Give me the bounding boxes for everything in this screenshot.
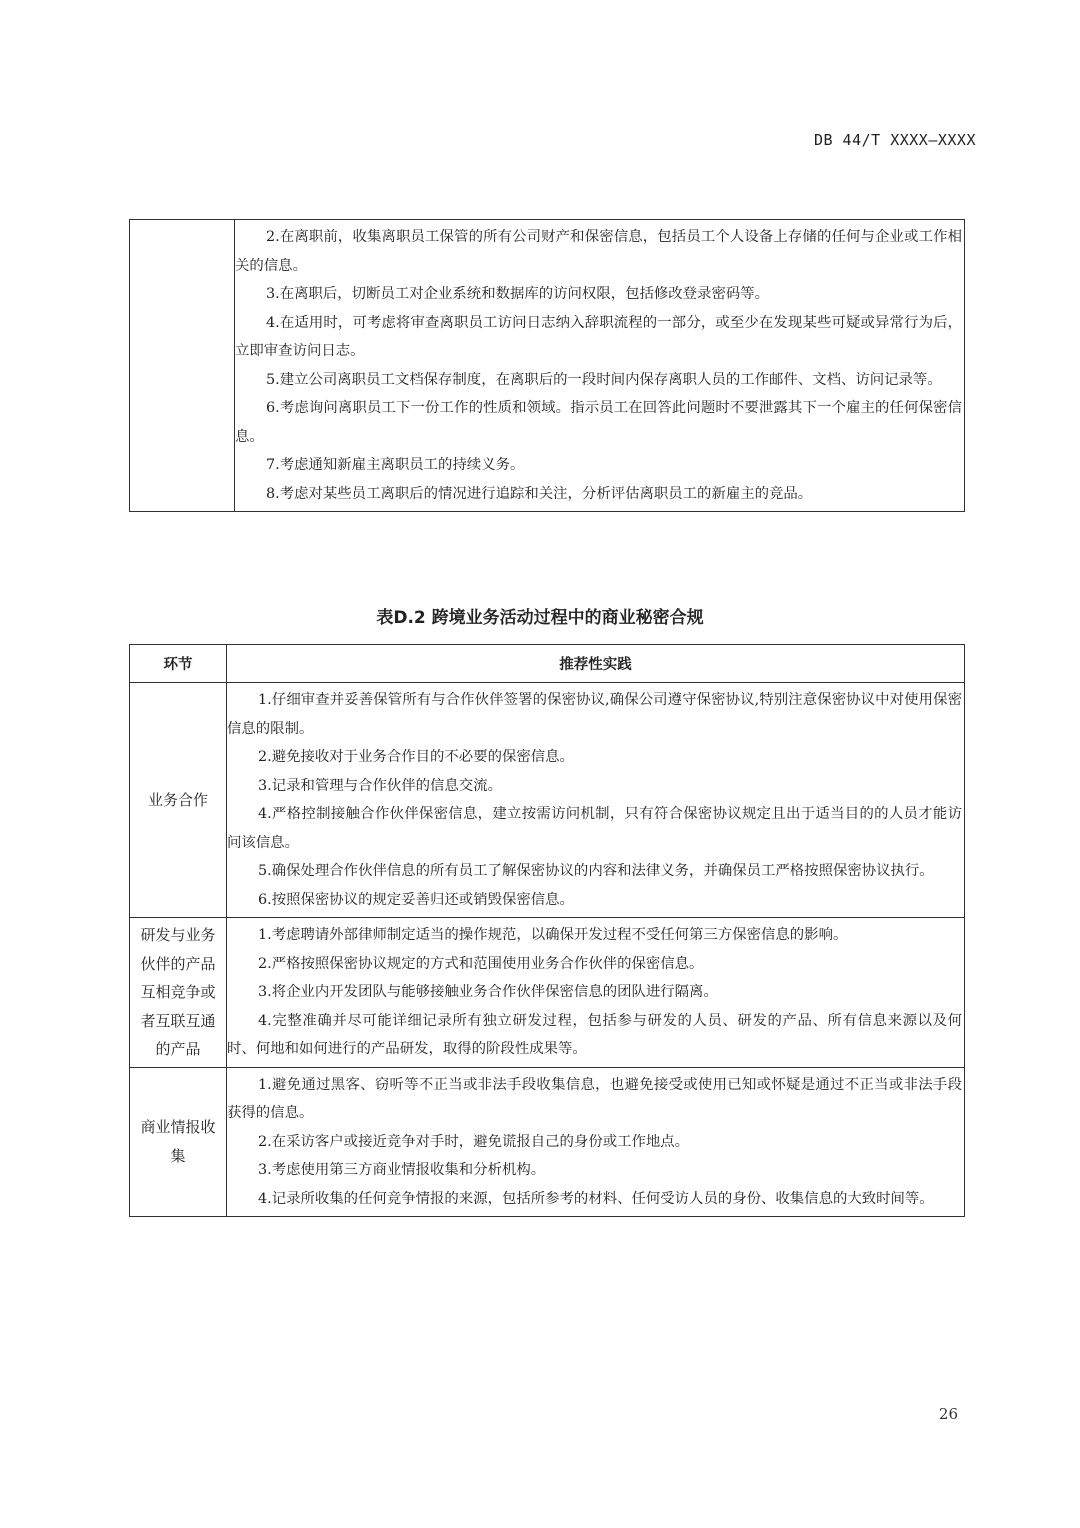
practice-item: 5.确保处理合作伙伴信息的所有员工了解保密协议的内容和法律义务，并确保员工严格按照保密协议执行。 (258, 863, 934, 879)
practice-item: 2.避免接收对于业务合作目的不必要的保密信息。 (258, 749, 574, 765)
practice-item: 3.在离职后，切断员工对企业系统和数据库的访问权限，包括修改登录密码等。 (266, 286, 770, 302)
practice-item: 4.完整准确并尽可能详细记录所有独立研发过程，包括参与研发的人员、研发的产品、所有信息来源以及何时、何地和如何进行的产品研发，取得的阶段性成果等。 (227, 1012, 962, 1057)
stage-cell: 业务合作 (130, 683, 227, 918)
practice-item: 1.考虑聘请外部律师制定适当的操作规范，以确保开发过程不受任何第三方保密信息的影响。 (258, 927, 848, 943)
table-header-row (130, 645, 965, 683)
practice-item: 6.考虑询问离职员工下一份工作的性质和领域。指示员工在回答此问题时不要泄露其下一个雇主的任何保密信息。 (235, 400, 962, 445)
practice-item: 2.严格按照保密协议规定的方式和范围使用业务合作伙伴的保密信息。 (258, 955, 704, 972)
practice-item: 2.在采访客户或接近竞争对手时，避免谎报自己的身份或工作地点。 (258, 1133, 690, 1150)
practice-item: 8.考虑对某些员工离职后的情况进行追踪和关注，分析评估离职员工的新雇主的竞品。 (266, 485, 813, 502)
page-number: 26 (938, 1405, 958, 1423)
table-row (130, 683, 965, 918)
practice-item: 3.考虑使用第三方商业情报收集和分析机构。 (258, 1162, 546, 1178)
offboarding-practices-table (129, 219, 965, 512)
table-caption: 表D.2 跨境业务活动过程中的商业秘密合规 (376, 608, 704, 628)
practice-item: 2.在离职前，收集离职员工保管的所有公司财产和保密信息，包括员工个人设备上存储的任何与企业或工作相关的信息。 (235, 229, 962, 274)
stage-cell: 商业情报收集 (130, 1067, 227, 1217)
practice-column-header: 推荐性实践 (227, 645, 965, 683)
cross-border-compliance-table (129, 644, 965, 1217)
practice-item: 6.按照保密协议的规定妥善归还或销毁保密信息。 (258, 891, 574, 908)
practice-cell (235, 220, 965, 512)
document-code: DB 44/T XXXX—XXXX (813, 131, 976, 149)
practice-item: 4.在适用时，可考虑将审查离职员工访问日志纳入辞职流程的一部分，或至少在发现某些可疑或异常行为后，立即审查访问日志。 (235, 314, 962, 359)
practice-cell (227, 683, 965, 918)
practice-item: 1.避免通过黑客、窃听等不正当或非法手段收集信息，也避免接受或使用已知或怀疑是通过不正当或非法手段获得的信息。 (227, 1076, 962, 1121)
stage-column-header: 环节 (130, 645, 227, 683)
practice-cell (227, 1067, 965, 1217)
practice-item: 5.建立公司离职员工文档保存制度，在离职后的一段时间内保存离职人员的工作邮件、文档、访问记录等。 (266, 371, 942, 388)
practice-item: 7.考虑通知新雇主离职员工的持续义务。 (266, 457, 525, 473)
practice-item: 4.严格控制接触合作伙伴保密信息，建立按需访问机制，只有符合保密协议规定且出于适当目的的人员才能访问该信息。 (227, 806, 962, 851)
practice-item: 3.记录和管理与合作伙伴的信息交流。 (258, 777, 502, 794)
table-row (130, 1067, 965, 1217)
practice-cell (227, 918, 965, 1068)
stage-cell: 研发与业务伙伴的产品互相竞争或者互联互通的产品 (130, 918, 227, 1068)
practice-item: 1.仔细审查并妥善保管所有与合作伙伴签署的保密协议,确保公司遵守保密协议,特别注意保密协议中对使用保密信息的限制。 (227, 692, 962, 737)
practice-item: 3.将企业内开发团队与能够接触业务合作伙伴保密信息的团队进行隔离。 (258, 984, 718, 1000)
practice-item: 4.记录所收集的任何竞争情报的来源，包括所参考的材料、任何受访人员的身份、收集信息的大致时间等。 (258, 1190, 934, 1207)
stage-cell (130, 220, 235, 512)
table-row (130, 918, 965, 1068)
table-row (130, 220, 965, 512)
